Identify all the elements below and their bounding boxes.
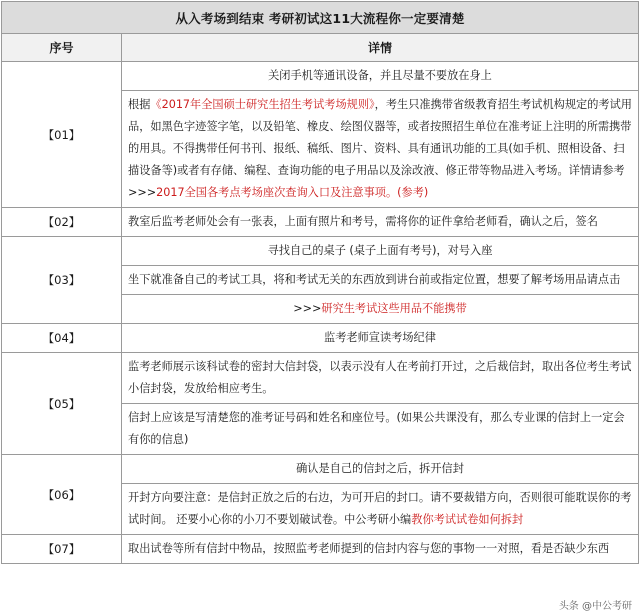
prohibited-items-link[interactable]: 研究生考试这些用品不能携带 [321, 302, 467, 315]
seat-query-link[interactable]: 2017全国各考点考场座次查询入口及注意事项。(参考) [156, 186, 429, 199]
document-page [1, 1, 638, 564]
unseal-guide-link[interactable]: 教你考试试卷如何拆封 [411, 513, 524, 526]
header-details: 详情 [122, 34, 639, 62]
detail-paragraph: 信封上应该是写清楚您的准考证号码和姓名和座位号。(如果公共课没有，那么专业课的信封上一定会有你的信息) [122, 403, 638, 454]
row-details [122, 535, 639, 564]
table-title: 从入考场到结束 考研初试这11大流程你一定要清楚 [2, 2, 639, 34]
detail-text: 根据 [128, 98, 151, 111]
detail-paragraph: 监考老师展示该科试卷的密封大信封袋，以表示没有人在考前打开过，之后裁信封，取出各位考生考试小信封袋，发放给相应考生。 [128, 360, 632, 395]
table-row [2, 208, 639, 237]
detail-line: 教室后监考老师处会有一张表，上面有照片和考号，需将你的证件拿给老师看，确认之后，签名 [128, 215, 598, 228]
row-number: 【07】 [2, 535, 122, 564]
row-number: 【01】 [2, 62, 122, 208]
row-details [122, 353, 639, 455]
detail-line: 监考老师宣读考场纪律 [324, 331, 436, 344]
detail-text: ，考生只准携带省级教育招生考试机构规定的考试用品，如黑色字迹签字笔，以及铅笔、橡皮、绘图仪器等，或者按照招生单位在准考证上注明的所需携带的用具。不得携带任何书刊、报纸、稿纸、图片、资料、具有通讯功能的工具(如手机、照相设备、扫描设备等)或者有存储、编程、查询功能的电子用品以及涂改液、修正带等物品进入考场。详情请参考>>> [128, 98, 632, 199]
table-row [2, 237, 639, 324]
table-row [2, 535, 639, 564]
process-table [1, 1, 639, 564]
watermark: 头条 @中公考研 [557, 597, 634, 612]
row-number: 【06】 [2, 455, 122, 535]
row-details [122, 208, 639, 237]
row-number: 【03】 [2, 237, 122, 324]
row-details [122, 237, 639, 324]
row-details [122, 62, 639, 208]
detail-line: 坐下就准备自己的考试工具，将和考试无关的东西放到讲台前或指定位置，想要了解考场用品请点击 [122, 265, 638, 294]
row-number: 【05】 [2, 353, 122, 455]
header-index: 序号 [2, 34, 122, 62]
table-row [2, 324, 639, 353]
row-number: 【02】 [2, 208, 122, 237]
detail-line: 取出试卷等所有信封中物品，按照监考老师提到的信封内容与您的事物一一对照，看是否缺少东西 [128, 542, 610, 555]
detail-line: 寻找自己的桌子 (桌子上面有考号)，对号入座 [267, 244, 493, 257]
detail-line [122, 294, 638, 323]
table-row [2, 353, 639, 455]
table-row [2, 62, 639, 208]
detail-text: 开封方向要注意：是信封正放之后的右边，为可开启的封口。请不要裁错方向，否则很可能耽误你的考试时间。 还要小心你的小刀不要划破试卷。中公考研小编 [128, 491, 632, 526]
row-details [122, 455, 639, 535]
row-number: 【04】 [2, 324, 122, 353]
detail-line: 确认是自己的信封之后，拆开信封 [296, 462, 464, 475]
detail-line: 关闭手机等通讯设备，并且尽量不要放在身上 [268, 69, 492, 82]
detail-paragraph [122, 483, 638, 534]
row-details [122, 324, 639, 353]
table-row [2, 455, 639, 535]
detail-paragraph [122, 90, 638, 207]
detail-text: >>> [293, 302, 322, 315]
exam-rules-link[interactable]: 《2017年全国硕士研究生招生考试考场规则》 [150, 98, 375, 111]
